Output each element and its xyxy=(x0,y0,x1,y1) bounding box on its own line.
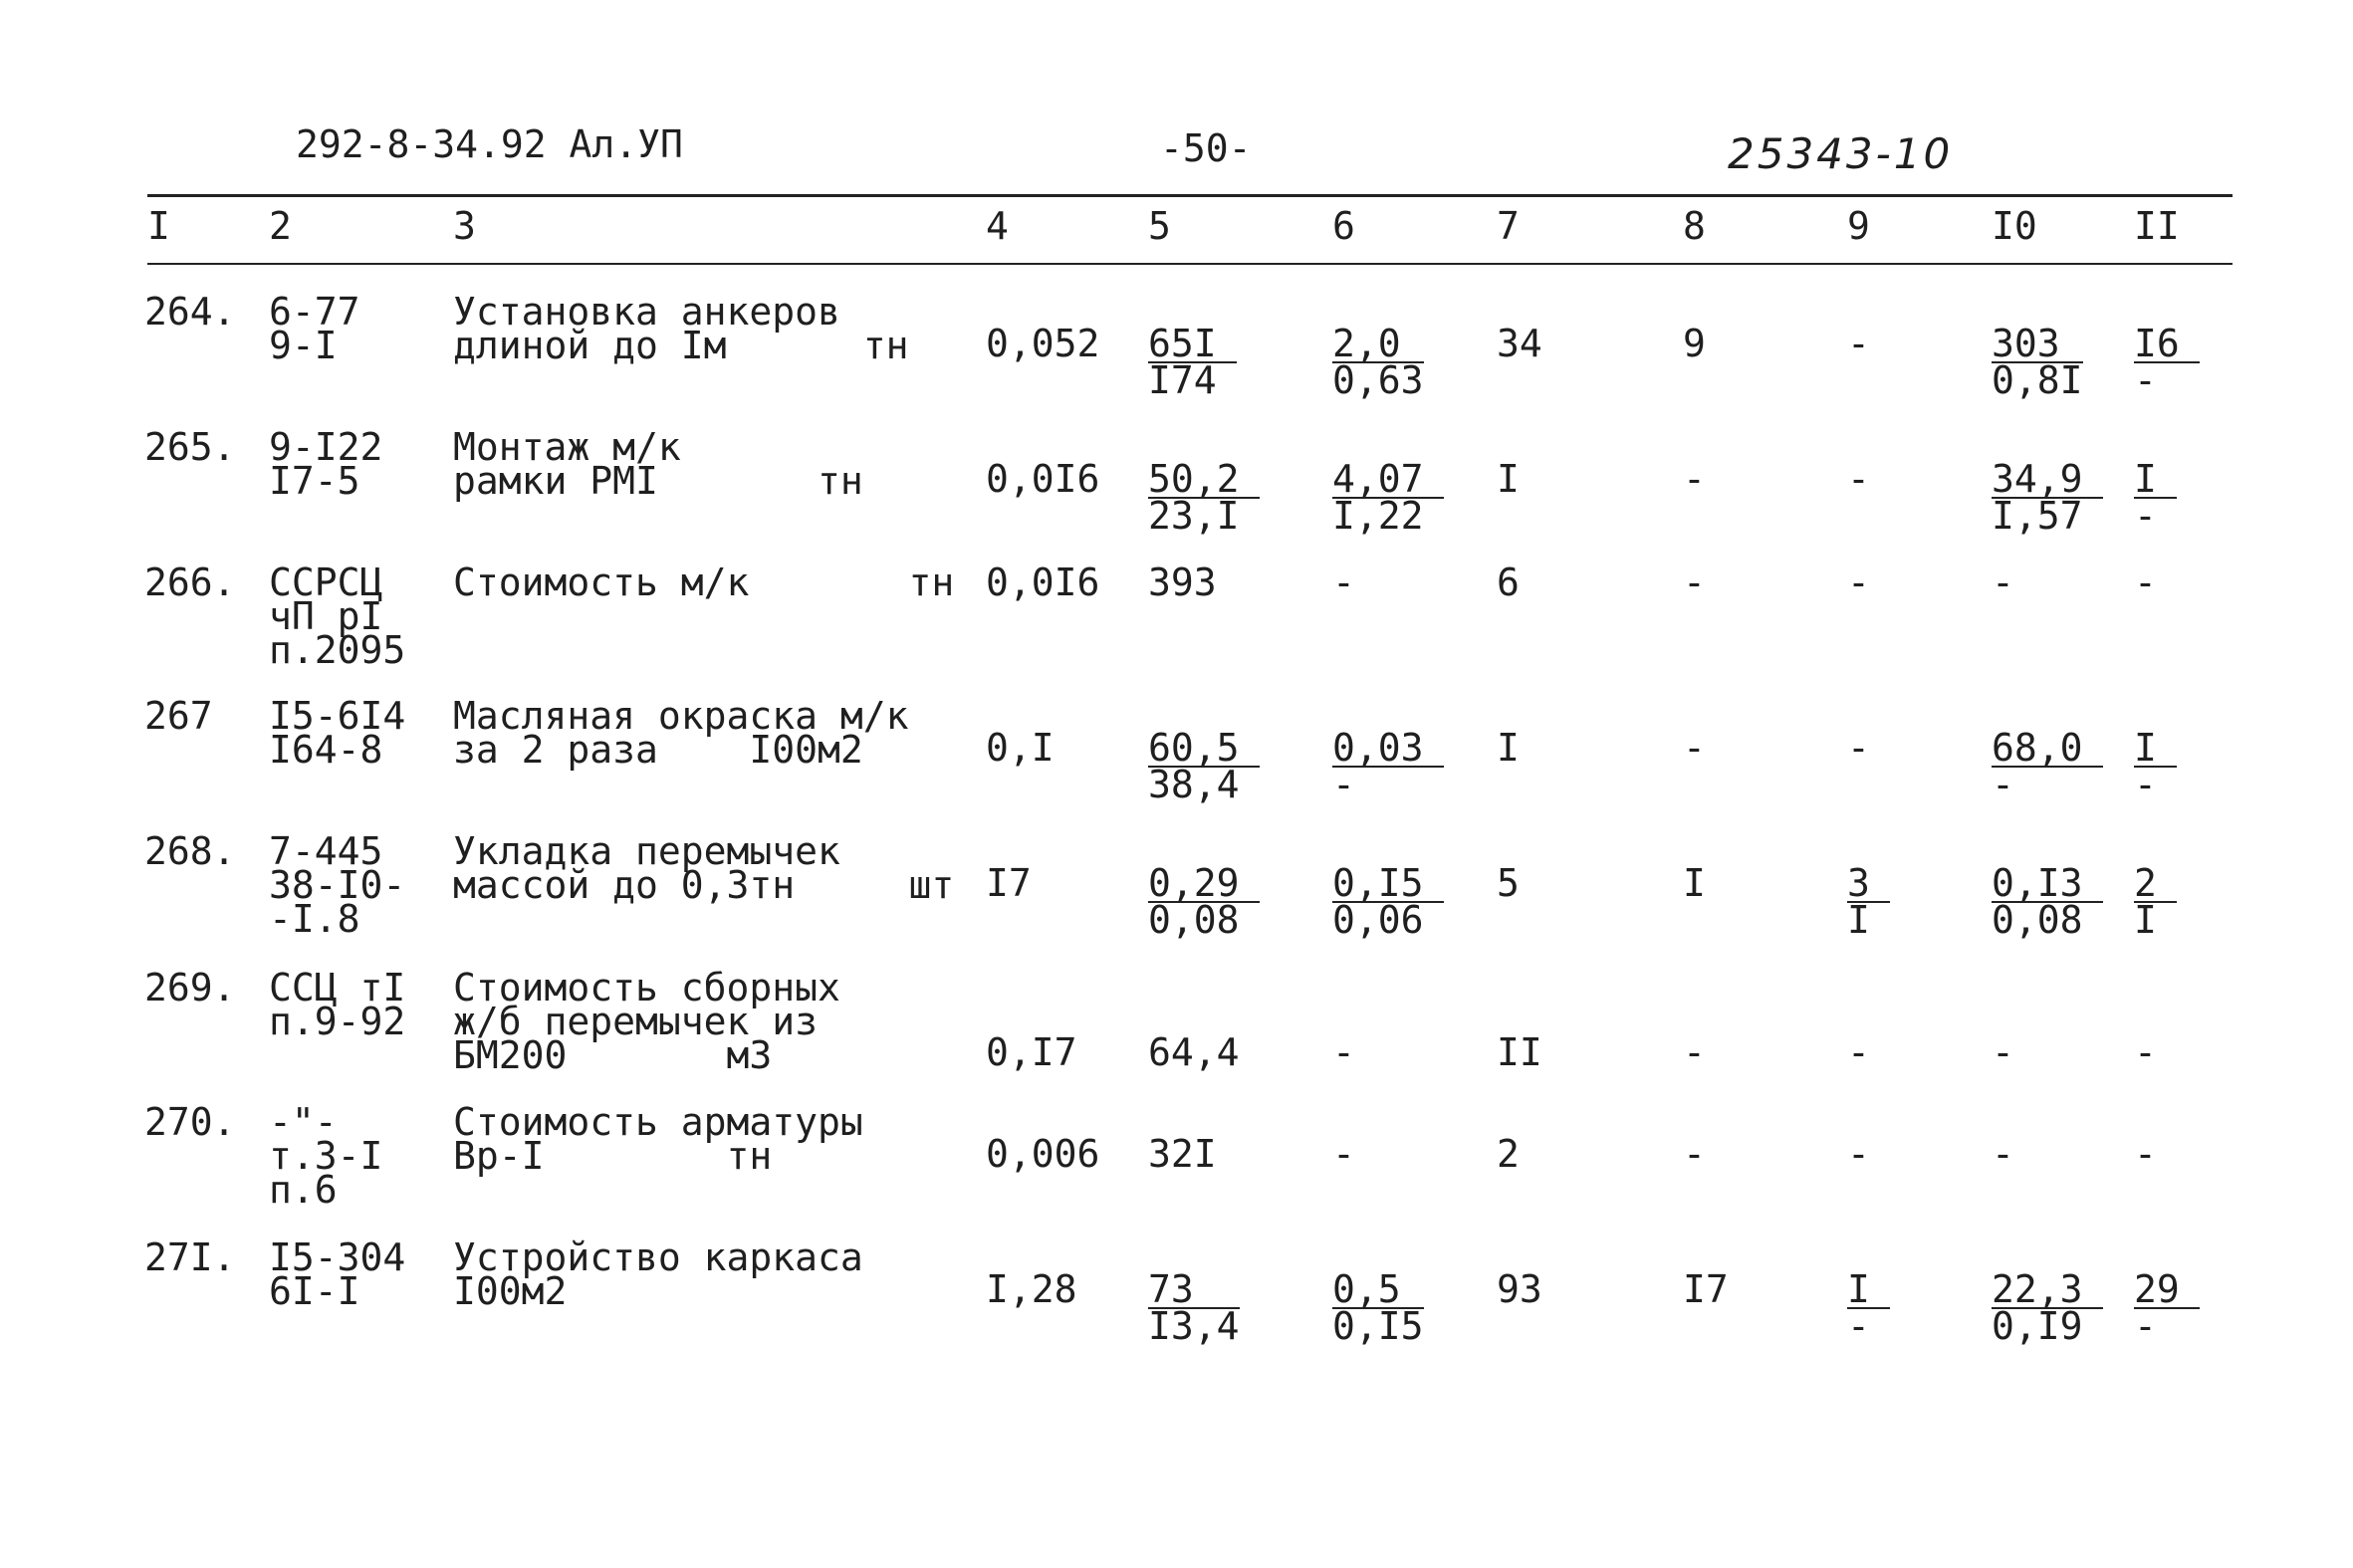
norm-code: I5-304 xyxy=(269,1235,406,1279)
denominator: I3,4 xyxy=(1148,1304,1240,1348)
numerator: 2 xyxy=(2134,866,2177,903)
fraction-col-9 xyxy=(1847,861,1890,942)
norm-code: 9-I22 xyxy=(269,425,383,469)
norm-code: п.6 xyxy=(269,1168,338,1212)
fraction-col-6 xyxy=(1332,322,1424,402)
quantity: 0,0I6 xyxy=(986,560,1100,604)
numerator: 73 xyxy=(1148,1272,1240,1309)
value-col-7: II xyxy=(1497,1030,1542,1074)
row-number: 264. xyxy=(144,290,236,334)
denominator: 38,4 xyxy=(1148,763,1240,806)
fraction-col-10 xyxy=(1992,1267,2103,1348)
fraction-col-5 xyxy=(1148,1267,1240,1348)
table-header-rule xyxy=(147,263,2233,265)
numerator: 0,03 xyxy=(1332,731,1444,768)
column-header: 3 xyxy=(453,204,476,248)
column-header: II xyxy=(2134,204,2180,248)
value-col-8: - xyxy=(1683,726,1706,770)
denominator: I xyxy=(1847,898,1870,942)
fraction-col-5 xyxy=(1148,861,1260,942)
column-header: 9 xyxy=(1847,204,1870,248)
quantity: 0,I xyxy=(986,726,1055,770)
numerator: I xyxy=(2134,462,2177,499)
value-col-9: - xyxy=(1847,726,1870,770)
work-description: Монтаж м/к xyxy=(453,425,681,469)
denominator: 0,I5 xyxy=(1332,1304,1424,1348)
norm-code: ССРСЦ xyxy=(269,560,383,604)
value-col-8: - xyxy=(1683,560,1706,604)
value-col-7: 93 xyxy=(1497,1267,1542,1311)
fraction-col-9 xyxy=(1847,1267,1890,1348)
norm-code: ССЦ тI xyxy=(269,966,406,1009)
page-number: -50- xyxy=(1160,126,1252,170)
row-number: 270. xyxy=(144,1100,236,1144)
handwritten-number: 25343-10 xyxy=(1728,129,1954,178)
fraction-col-6 xyxy=(1332,457,1444,538)
denominator: - xyxy=(2134,358,2157,402)
row-number: 269. xyxy=(144,966,236,1009)
norm-code: 6I-I xyxy=(269,1269,360,1313)
value-col-10: - xyxy=(1992,1132,2014,1176)
value-col-11: - xyxy=(2134,560,2157,604)
value-col-7: I xyxy=(1497,726,1520,770)
value-col-9: - xyxy=(1847,1030,1870,1074)
work-description: I00м2 xyxy=(453,1269,568,1313)
norm-code: 38-I0- xyxy=(269,863,406,907)
fraction-col-5 xyxy=(1148,457,1260,538)
value-col-7: I xyxy=(1497,457,1520,501)
work-description: Укладка перемычек xyxy=(453,829,840,873)
table-top-rule xyxy=(147,194,2233,197)
fraction-col-11 xyxy=(2134,726,2177,806)
column-header: I xyxy=(147,204,170,248)
row-number: 27I. xyxy=(144,1235,236,1279)
value-col-8: - xyxy=(1683,1132,1706,1176)
denominator: I74 xyxy=(1148,358,1217,402)
denominator: - xyxy=(1332,763,1355,806)
fraction-col-10 xyxy=(1992,726,2103,806)
value-col-10: - xyxy=(1992,1030,2014,1074)
work-description: Масляная окраска м/к xyxy=(453,694,909,738)
value-col-7: 6 xyxy=(1497,560,1520,604)
fraction-col-6 xyxy=(1332,1267,1424,1348)
denominator: 0,08 xyxy=(1992,898,2083,942)
norm-code: I5-6I4 xyxy=(269,694,406,738)
numerator: 34,9 xyxy=(1992,462,2103,499)
fraction-col-11 xyxy=(2134,861,2177,942)
norm-code: -"- xyxy=(269,1100,338,1144)
quantity: 0,052 xyxy=(986,322,1100,365)
work-description: Стоимость арматуры xyxy=(453,1100,863,1144)
numerator: 4,07 xyxy=(1332,462,1444,499)
norm-code: чП рI xyxy=(269,594,383,638)
column-header: 2 xyxy=(269,204,292,248)
column-header: I0 xyxy=(1992,204,2037,248)
value-col-10: - xyxy=(1992,560,2014,604)
value-col-5: 393 xyxy=(1148,560,1217,604)
denominator: 0,8I xyxy=(1992,358,2083,402)
numerator: I6 xyxy=(2134,327,2200,363)
value-col-9: - xyxy=(1847,322,1870,365)
fraction-col-5 xyxy=(1148,322,1237,402)
value-col-8: I xyxy=(1683,861,1706,905)
denominator: I,57 xyxy=(1992,494,2083,538)
work-description: Установка анкеров xyxy=(453,290,840,334)
numerator: 3 xyxy=(1847,866,1890,903)
numerator: 2,0 xyxy=(1332,327,1424,363)
denominator: I,22 xyxy=(1332,494,1424,538)
numerator: 0,5 xyxy=(1332,1272,1424,1309)
fraction-col-6 xyxy=(1332,726,1444,806)
column-header: 7 xyxy=(1497,204,1520,248)
numerator: 65I xyxy=(1148,327,1237,363)
quantity: 0,0I6 xyxy=(986,457,1100,501)
row-number: 267 xyxy=(144,694,213,738)
value-col-9: - xyxy=(1847,457,1870,501)
row-number: 268. xyxy=(144,829,236,873)
denominator: - xyxy=(2134,1304,2157,1348)
denominator: - xyxy=(2134,763,2157,806)
denominator: - xyxy=(1992,763,2014,806)
value-col-8: - xyxy=(1683,457,1706,501)
column-header: 5 xyxy=(1148,204,1171,248)
column-header: 6 xyxy=(1332,204,1355,248)
denominator: - xyxy=(1847,1304,1870,1348)
denominator: - xyxy=(2134,494,2157,538)
quantity: I7 xyxy=(986,861,1032,905)
quantity: 0,I7 xyxy=(986,1030,1077,1074)
numerator: 0,29 xyxy=(1148,866,1260,903)
fraction-col-11 xyxy=(2134,457,2177,538)
value-col-8: 9 xyxy=(1683,322,1706,365)
norm-code: I7-5 xyxy=(269,459,360,503)
norm-code: т.3-I xyxy=(269,1134,383,1178)
quantity: I,28 xyxy=(986,1267,1077,1311)
fraction-col-10 xyxy=(1992,861,2103,942)
column-header: 4 xyxy=(986,204,1009,248)
fraction-col-11 xyxy=(2134,322,2200,402)
numerator: I xyxy=(2134,731,2177,768)
value-col-7: 5 xyxy=(1497,861,1520,905)
quantity: 0,006 xyxy=(986,1132,1100,1176)
numerator: 29 xyxy=(2134,1272,2200,1309)
fraction-col-11 xyxy=(2134,1267,2200,1348)
value-col-5: 32I xyxy=(1148,1132,1217,1176)
fraction-col-10 xyxy=(1992,457,2103,538)
numerator: 68,0 xyxy=(1992,731,2103,768)
value-col-11: - xyxy=(2134,1030,2157,1074)
norm-code: 6-77 xyxy=(269,290,360,334)
value-col-9: - xyxy=(1847,1132,1870,1176)
row-number: 266. xyxy=(144,560,236,604)
denominator: 0,08 xyxy=(1148,898,1240,942)
numerator: 22,3 xyxy=(1992,1272,2103,1309)
column-header: 8 xyxy=(1683,204,1706,248)
value-col-6: - xyxy=(1332,560,1355,604)
value-col-6: - xyxy=(1332,1132,1355,1176)
norm-code: п.9-92 xyxy=(269,1000,406,1043)
denominator: I xyxy=(2134,898,2157,942)
numerator: 0,I3 xyxy=(1992,866,2103,903)
value-col-6: - xyxy=(1332,1030,1355,1074)
numerator: 0,I5 xyxy=(1332,866,1444,903)
value-col-5: 64,4 xyxy=(1148,1030,1240,1074)
denominator: 0,06 xyxy=(1332,898,1424,942)
work-description: Стоимость м/к тн xyxy=(453,560,955,604)
fraction-col-10 xyxy=(1992,322,2083,402)
fraction-col-6 xyxy=(1332,861,1444,942)
work-description: Стоимость сборных xyxy=(453,966,840,1009)
value-col-8: I7 xyxy=(1683,1267,1729,1311)
work-description: рамки PMI тн xyxy=(453,459,863,503)
norm-code: п.2095 xyxy=(269,628,406,672)
value-col-11: - xyxy=(2134,1132,2157,1176)
numerator: 50,2 xyxy=(1148,462,1260,499)
work-description: за 2 раза I00м2 xyxy=(453,728,863,772)
value-col-7: 2 xyxy=(1497,1132,1520,1176)
work-description: ж/б перемычек из xyxy=(453,1000,819,1043)
numerator: 303 xyxy=(1992,327,2083,363)
row-number: 265. xyxy=(144,425,236,469)
value-col-9: - xyxy=(1847,560,1870,604)
norm-code: 9-I xyxy=(269,324,338,367)
fraction-col-5 xyxy=(1148,726,1260,806)
denominator: 0,63 xyxy=(1332,358,1424,402)
denominator: 23,I xyxy=(1148,494,1240,538)
document-code: 292-8-34.92 Ал.УП xyxy=(296,122,683,166)
numerator: I xyxy=(1847,1272,1890,1309)
denominator: 0,I9 xyxy=(1992,1304,2083,1348)
norm-code: 7-445 xyxy=(269,829,383,873)
norm-code: I64-8 xyxy=(269,728,383,772)
norm-code: -I.8 xyxy=(269,897,360,941)
work-description: Устройство каркаса xyxy=(453,1235,863,1279)
value-col-7: 34 xyxy=(1497,322,1542,365)
work-description: длиной до Iм тн xyxy=(453,324,909,367)
work-description: Вр-I тн xyxy=(453,1134,773,1178)
numerator: 60,5 xyxy=(1148,731,1260,768)
work-description: массой до 0,3тн шт xyxy=(453,863,955,907)
work-description: БМ200 м3 xyxy=(453,1033,773,1077)
value-col-8: - xyxy=(1683,1030,1706,1074)
